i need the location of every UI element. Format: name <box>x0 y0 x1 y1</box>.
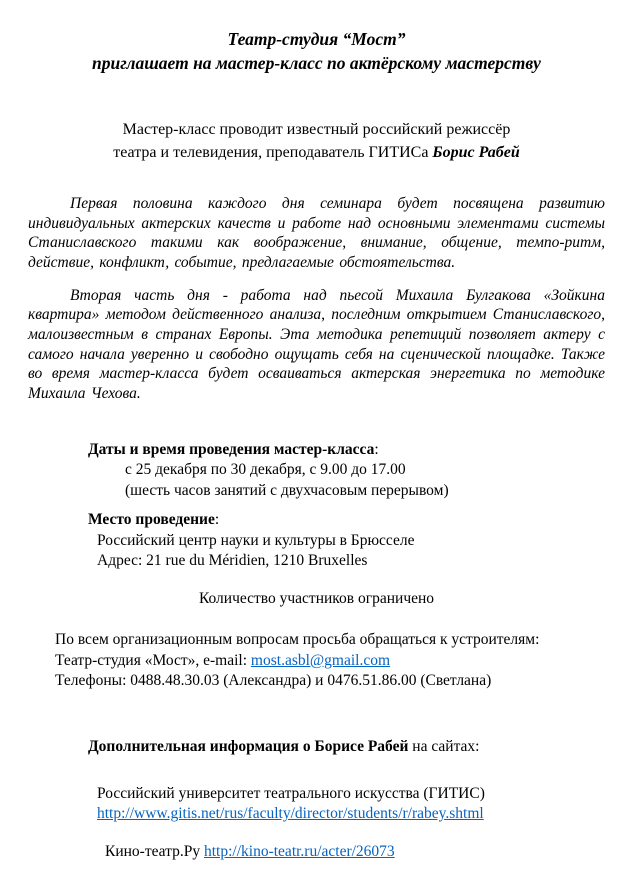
contacts-line-2 <box>55 651 605 671</box>
more-info-heading <box>88 738 605 756</box>
teacher-name: Борис Рабей <box>432 143 520 161</box>
contacts-section <box>55 630 605 691</box>
intro-block <box>28 119 605 164</box>
kino-teatr-link[interactable]: http://kino-teatr.ru/acter/26073 <box>204 842 395 860</box>
venue-address: Адрес: 21 rue du Méridien, 1210 Bruxelles <box>97 552 368 570</box>
gitis-site-name: Российский университет театрального искусства (ГИТИС) <box>97 784 485 802</box>
venue-label-line <box>88 510 605 530</box>
kino-teatr-prefix: Кино-театр.Ру <box>105 842 204 860</box>
gitis-block <box>97 784 605 825</box>
gitis-link[interactable]: http://www.gitis.net/rus/faculty/director/students/r/rabey.shtml <box>97 805 484 823</box>
title-line-2: приглашает на мастер-класс по актёрскому мастерству <box>92 52 541 73</box>
intro-line-2 <box>28 142 605 164</box>
contacts-line-1: По всем организационным вопросам просьба обращаться к устроителям: <box>55 631 540 649</box>
gitis-link-line <box>97 804 605 824</box>
intro-line-1: Мастер-класс проводит известный российский режиссёр <box>122 121 511 139</box>
schedule-label: Даты и время проведения мастер-класса <box>88 440 375 458</box>
paragraph-afternoon-program: Вторая часть дня - работа над пьесой Михаила Булгакова «Зойкина квартира» методом действенного анализа, последним открытием Станиславского, малоизвестным в странах Европы. Эта методика репетиций позволяет актеру с самого начала уверенно и свободно ощущать себя на сценической площадке. Также во время мастер-класса будет осваиваться актерская энергетика по методике Михаила Чехова. <box>28 286 605 403</box>
contacts-email-prefix: Театр-студия «Мост», e-mail: <box>55 651 251 669</box>
venue-section <box>88 510 605 571</box>
intro-line-2-text: театра и телевидения, преподаватель ГИТИСа <box>113 143 433 161</box>
document-title <box>28 28 605 75</box>
participants-note: Количество участников ограничено <box>198 590 435 608</box>
schedule-label-colon: : <box>374 440 379 458</box>
venue-label: Место проведение <box>88 511 215 529</box>
schedule-label-line <box>88 440 605 460</box>
schedule-hours-note: (шесть часов занятий с двухчасовым перерывом) <box>125 481 449 499</box>
title-line-1: Театр-студия “Мост” <box>227 29 406 49</box>
venue-name: Российский центр науки и культуры в Брюсселе <box>97 531 415 549</box>
schedule-section <box>88 440 605 501</box>
paragraph-morning-program: Первая половина каждого дня семинара будет посвящена развитию индивидуальных актерских качеств и работе над основными элементами системы Станиславского такими как воображение, внимание, общение, темпо-ритм, действие, конфликт, событие, предлагаемые обстоятельства. <box>28 195 605 272</box>
kino-teatr-line <box>105 843 605 861</box>
more-info-heading-rest: на сайтах: <box>408 737 480 755</box>
email-link[interactable]: most.asbl@gmail.com <box>250 651 391 669</box>
venue-label-colon: : <box>214 511 220 529</box>
more-info-heading-bold: Дополнительная информация о Борисе Рабей <box>88 737 409 755</box>
contacts-phones: Телефоны: 0488.48.30.03 (Александра) и 0476.51.86.00 (Светлана) <box>55 672 492 690</box>
schedule-dates: с 25 декабря по 30 декабря, с 9.00 до 17.00 <box>125 461 406 479</box>
